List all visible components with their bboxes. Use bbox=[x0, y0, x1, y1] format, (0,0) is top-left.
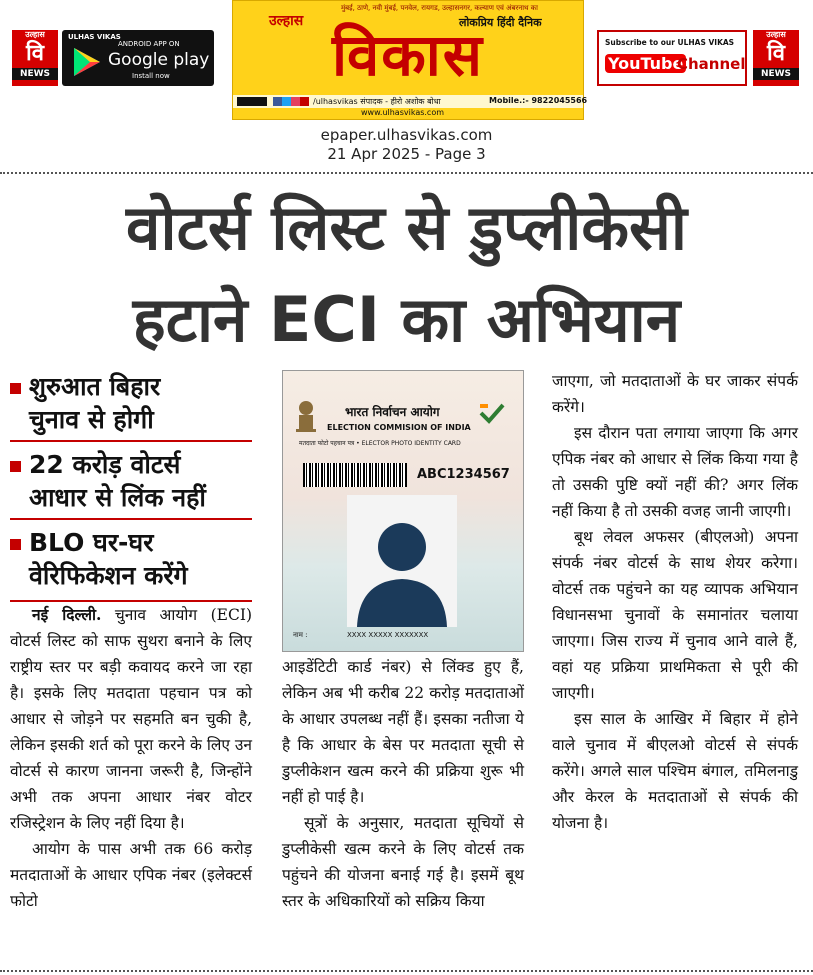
logo-main-text: वि bbox=[767, 41, 785, 66]
highlight-item: शुरुआत बिहार चुनाव से होगी bbox=[10, 370, 252, 436]
logo-main-text: वि bbox=[26, 41, 44, 66]
website-text: www.ulhasvikas.com bbox=[361, 108, 445, 117]
article-column-2 bbox=[282, 654, 524, 914]
logo-small-text: उल्हास bbox=[766, 30, 786, 39]
article-paragraph: आइडेंटिटी कार्ड नंबर) से लिंक्ड हुए हैं, लेकिन अब भी करीब 22 करोड़ मतदाताओं के आधार उपलब्ध नहीं हैं। इसका नतीजा ये है कि आधार के बेस पर मतदाता सूची से डुप्लीकेशन खत्म करने की प्रक्रिया शुरू भी नहीं हो पाई है। bbox=[282, 658, 524, 806]
logo-tag-text: NEWS bbox=[12, 68, 58, 80]
logo-tag-text: NEWS bbox=[753, 68, 799, 80]
headline-line-2: हटाने ECI का अभियान bbox=[132, 283, 681, 356]
badge-install-text: Install now bbox=[132, 72, 170, 80]
tagline: लोकप्रिय हिंदी दैनिक bbox=[459, 16, 542, 29]
mobile-text: Mobile.:- 9822045566 bbox=[489, 96, 588, 105]
badge-brand-text: ULHAS VIKAS bbox=[68, 33, 121, 41]
ulhas-vikas-logo-tile bbox=[753, 30, 799, 86]
name-label: नाम : bbox=[293, 631, 308, 639]
article-paragraph: इस साल के आखिर में बिहार में होने वाले चुनाव में बीएलओ वोटर्स से संपर्क करेंगे। अगले साल पश्चिम बंगाल, तमिलनाडु और केरल के मतदाताओं से संपर्क की योजना है। bbox=[552, 710, 798, 832]
google-play-mini-icon bbox=[237, 97, 267, 106]
bullet-square-icon bbox=[10, 461, 21, 472]
google-play-badge[interactable] bbox=[62, 30, 214, 86]
badge-store-text: Google play bbox=[108, 50, 210, 70]
headline-line-1: वोटर्स लिस्ट से डुप्लीकेसी bbox=[126, 191, 687, 264]
highlights bbox=[10, 370, 252, 602]
article-paragraph: आयोग के पास अभी तक 66 करोड़ मतदाताओं के आधार एपिक नंबर (इलेक्टर्स फोटो bbox=[10, 840, 252, 910]
article-paragraph: इस दौरान पता लगाया जाएगा कि अगर एपिक नंबर को आधार से लिंक किया गया है तो उसकी पुष्टि क्यों नहीं की? अगर लिंक नहीं किया है तो उसकी वजह जानी जाएगी। bbox=[552, 424, 798, 520]
name-value: XXXX XXXXX XXXXXXX bbox=[347, 631, 429, 639]
logo-strip bbox=[233, 95, 588, 108]
youtube-logo-text: YouTube bbox=[605, 54, 686, 73]
logo-title: विकास bbox=[331, 21, 485, 89]
dateline: नई दिल्ली. bbox=[32, 605, 102, 624]
article-paragraph: नई दिल्ली. चुनाव आयोग (ECI) वोटर्स लिस्ट को साफ सुथरा बनाने के लिए राष्ट्रीय स्तर पर बड़ी कवायद करने जा रहा है। इसके लिए मतदाता पहचान पत्र को आधार से जोड़ने पर सहमति बन चुकी है, लेकिन इसकी शर्त को पूरा करने के लिए उन वोटर्स से कारण जानना जरूरी है, जिन्होंने अभी तक अपना आधार नंबर वोटर रजिस्ट्रेशन के लिए नहीं दिया है। bbox=[10, 605, 252, 832]
badge-android-text: ANDROID APP ON bbox=[118, 40, 180, 48]
play-store-icon bbox=[72, 46, 102, 78]
article-paragraph: सूत्रों के अनुसार, मतदाता सूचियों से डुप्लीकेसी खत्म करने के लिए वोटर्स तक पहुंचने की योजना बनाई गई है। इसमें बूथ स्तर के अधिकारियों को सक्रिय किया bbox=[282, 814, 524, 910]
social-icons bbox=[273, 97, 309, 106]
bullet-square-icon bbox=[10, 539, 21, 550]
photo-placeholder bbox=[347, 495, 457, 627]
card-title-hindi: भारत निर्वाचन आयोग bbox=[345, 405, 440, 419]
coverage-cities: मुंबई, ठाणे, नवी मुंबई, पनवेल, रायगड, उल्हासनगर, कल्याण एवं अंबरनाथ का bbox=[341, 4, 538, 12]
bullet-square-icon bbox=[10, 383, 21, 394]
barcode-icon bbox=[303, 463, 407, 487]
voter-id-card-image bbox=[282, 370, 524, 652]
epaper-url: epaper.ulhasvikas.com bbox=[320, 126, 493, 144]
article-column-3 bbox=[552, 368, 798, 836]
youtube-channel-badge[interactable] bbox=[597, 30, 802, 88]
subscribe-text: Subscribe to our ULHAS VIKAS bbox=[605, 38, 735, 47]
top-divider bbox=[0, 172, 813, 174]
eci-logo-icon bbox=[479, 403, 505, 425]
youtube-box[interactable] bbox=[597, 30, 747, 86]
channel-text: Channel bbox=[677, 55, 746, 73]
article-paragraph: जाएगा, जो मतदाताओं के घर जाकर संपर्क करेंगे। bbox=[552, 372, 798, 416]
card-title-english: ELECTION COMMISION OF INDIA bbox=[327, 423, 471, 432]
ashoka-emblem-icon bbox=[293, 399, 319, 433]
highlight-divider bbox=[10, 440, 252, 442]
epic-number: ABC1234567 bbox=[417, 467, 510, 482]
highlight-divider bbox=[10, 518, 252, 520]
date-page: 21 Apr 2025 - Page 3 bbox=[327, 145, 486, 163]
bottom-divider bbox=[0, 970, 813, 972]
card-subtitle: मतदाता फोटो पहचान पत्र • ELECTOR PHOTO IDENTITY CARD bbox=[299, 440, 461, 447]
article-paragraph: बूथ लेवल अफसर (बीएलओ) अपना संपर्क नंबर वोटर्स के साथ शेयर करेगा। वोटर्स तक पहुंचने का यह व्यापक अभियान विधानसभा चुनावों के समानांतर चलाया जाएगा। जिस राज्य में चुनाव आने वाले हैं, वहां यह प्रक्रिया प्राथमिकता से पूरी की जाएगी। bbox=[552, 528, 798, 702]
article-column-1 bbox=[10, 602, 252, 914]
masthead bbox=[0, 0, 813, 122]
highlight-item: 22 करोड़ वोटर्स आधार से लिंक नहीं bbox=[10, 448, 252, 514]
logo-small-title: उल्हास bbox=[269, 13, 304, 29]
editor-text: /ulhasvikas संपादक - हीरो अशोक बोधा bbox=[313, 97, 441, 106]
android-app-badge[interactable] bbox=[12, 30, 214, 86]
highlight-item: BLO घर-घर वेरिफिकेशन करेंगे bbox=[10, 526, 252, 592]
newspaper-logo bbox=[232, 0, 588, 120]
person-silhouette-icon bbox=[347, 495, 457, 627]
logo-small-text: उल्हास bbox=[25, 30, 45, 39]
ulhas-vikas-logo-tile bbox=[12, 30, 58, 86]
